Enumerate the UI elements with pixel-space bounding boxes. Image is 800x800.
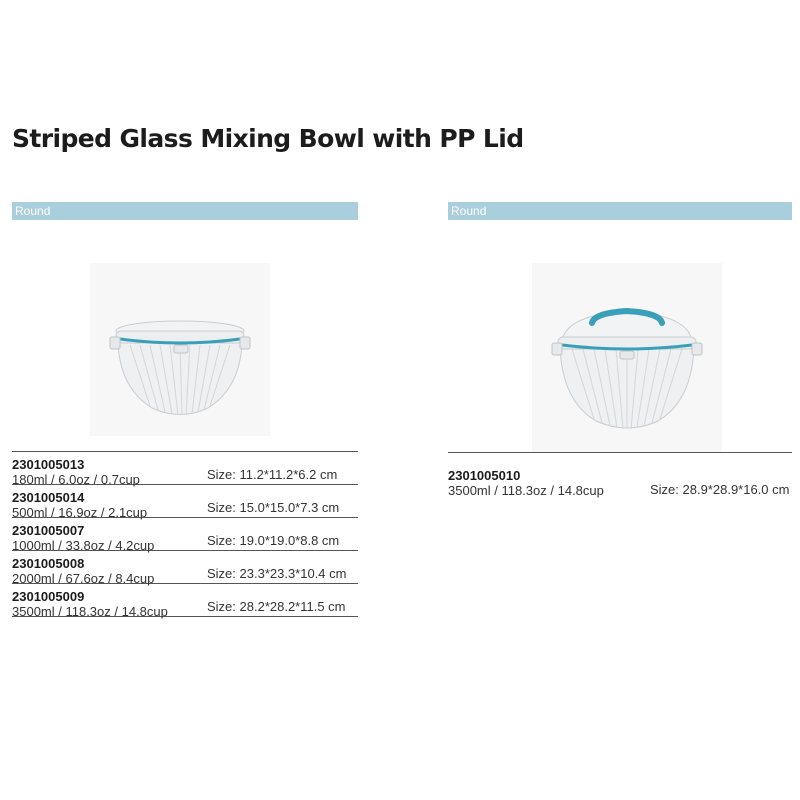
- list-item: [12, 452, 358, 485]
- list-item: [12, 551, 358, 584]
- spec-list: [448, 452, 792, 513]
- list-item: [12, 485, 358, 518]
- list-item: [12, 584, 358, 617]
- product-image: [532, 263, 722, 452]
- capacity: 3500ml / 118.3oz / 14.8cup: [448, 483, 604, 498]
- striped-glass-bowl-flat-lid-icon: [90, 263, 270, 436]
- category-band: Round: [12, 202, 358, 220]
- capacity: 2000ml / 67.6oz / 8.4cup: [12, 571, 155, 586]
- capacity: 1000ml / 33.8oz / 4.2cup: [12, 538, 155, 553]
- page-title: Striped Glass Mixing Bowl with PP Lid: [12, 124, 524, 153]
- product-code: 2301005007: [12, 523, 85, 538]
- capacity: 3500ml / 118.3oz / 14.8cup: [12, 604, 168, 619]
- size: Size: 15.0*15.0*7.3 cm: [207, 500, 340, 515]
- product-code: 2301005013: [12, 457, 85, 472]
- product-code: 2301005009: [12, 589, 85, 604]
- list-item: [12, 518, 358, 551]
- size: Size: 28.2*28.2*11.5 cm: [207, 599, 346, 614]
- product-code: 2301005008: [12, 556, 85, 571]
- product-code: 2301005010: [448, 468, 521, 483]
- size: Size: 28.9*28.9*16.0 cm: [650, 482, 790, 497]
- list-item: [448, 453, 792, 513]
- size: Size: 23.3*23.3*10.4 cm: [207, 566, 347, 581]
- striped-glass-bowl-handle-lid-icon: [532, 263, 722, 452]
- size: Size: 19.0*19.0*8.8 cm: [207, 533, 340, 548]
- capacity: 180ml / 6.0oz / 0.7cup: [12, 472, 140, 487]
- capacity: 500ml / 16.9oz / 2.1cup: [12, 505, 148, 520]
- size: Size: 11.2*11.2*6.2 cm: [207, 467, 338, 482]
- left-column: [12, 202, 358, 617]
- product-image: [90, 263, 270, 436]
- right-column: [448, 202, 792, 513]
- product-code: 2301005014: [12, 490, 85, 505]
- spec-list: [12, 451, 358, 617]
- category-band: Round: [448, 202, 792, 220]
